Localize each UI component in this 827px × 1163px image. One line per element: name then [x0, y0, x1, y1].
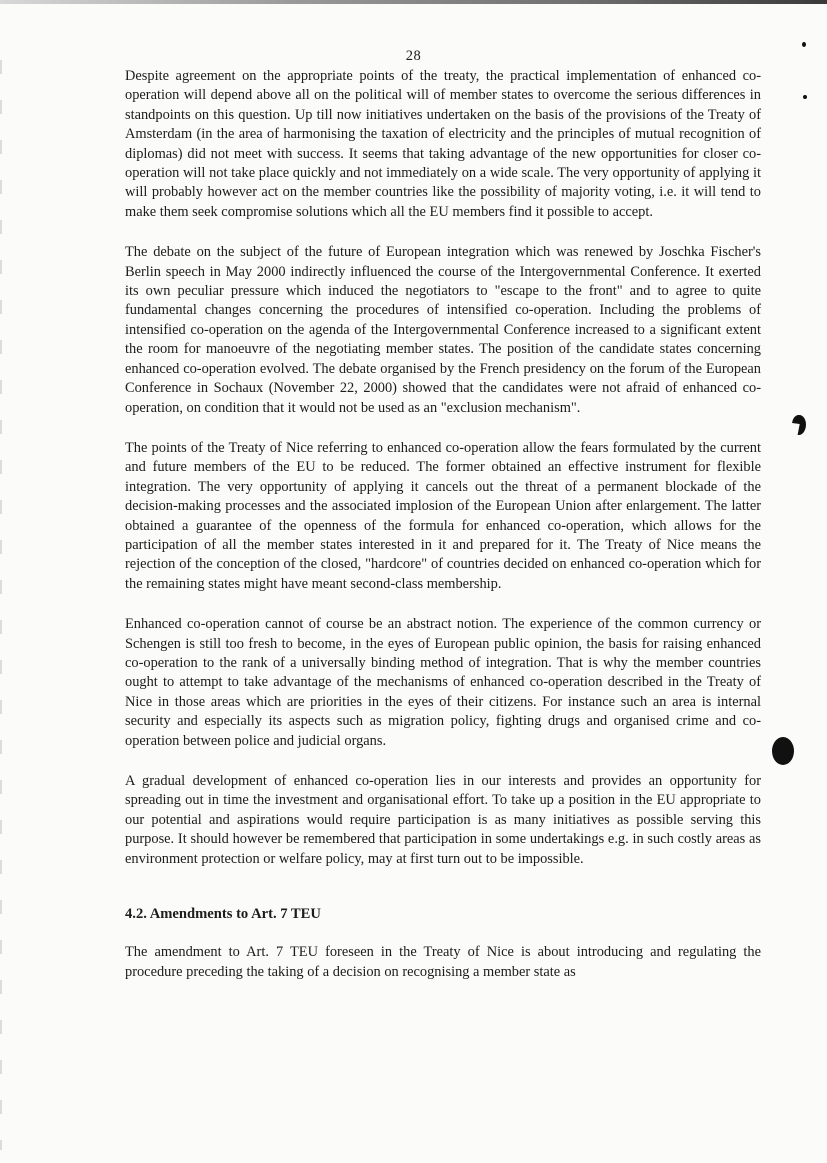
page-number: 28 — [405, 48, 422, 64]
paragraph-future-of-integration-debate: The debate on the subject of the future of European integration which was renewed by Joschka Fischer's Berlin speech in May 2000 indirectly influenced the course of the Intergovernmental Conference. It exerted its own peculiar pressure which induced the negotiators to "escape to the front" and to agree to quite fundamental changes concerning the procedures of intensified co-operation. Including the problems of intensified co-operation on the agenda of the Intergovernmental Conference increased to a significant extent the room for manoeuvre of the negotiating member states. The position of the candidate states concerning enhanced co-operation evolved. The debate organised by the French presidency on the forum of the European Conference in Sochaux (November 22, 2000) showed that the candidates were not afraid of enhanced co-operation, on condition that it would not be used as an "exclusion mechanism". — [125, 244, 761, 416]
paragraph-gradual-development: A gradual development of enhanced co-operation lies in our interests and provides an opportunity for spreading out in time the investment and organisational effort. To take up a position in the EU appropriate to our potential and aspirations would require participation is as many initiatives as possible serving this purpose. It should however be remembered that participation in some undertakings e.g. in such costly areas as environment protection or welfare policy, may at first turn out to be impossible. — [125, 773, 761, 867]
punch-hole-mark — [772, 737, 794, 765]
scan-speck — [803, 95, 807, 99]
scan-speck — [802, 42, 806, 47]
paragraph-art7-amendment: The amendment to Art. 7 TEU foreseen in the Treaty of Nice is about introducing and regulating the procedure preceding the taking of a decision on recognising a member state as — [125, 944, 761, 980]
section-heading: 4.2. Amendments to Art. 7 TEU — [125, 906, 321, 923]
document-body — [125, 67, 761, 1003]
paragraph-enhanced-cooperation-implementation: Despite agreement on the appropriate points of the treaty, the practical implementation of enhanced co-operation will depend above all on the political will of member states to overcome the serious differences in standpoints on this question. Up till now initiatives undertaken on the basis of the provisions of the Treaty of Amsterdam (in the area of harmonising the taxation of electricity and the principles of mutual recognition of diplomas) did not meet with success. It seems that taking advantage of the new opportunities for closer co-operation will not take place quickly and not immediately on a wide scale. The very opportunity of applying it will probably however act on the member countries like the possibility of majority voting, i.e. it will tend to make them seek compromise solutions which all the EU members find it possible to accept. — [125, 68, 761, 220]
scan-top-edge — [0, 0, 827, 4]
paragraph-treaty-of-nice-points: The points of the Treaty of Nice referring to enhanced co-operation allow the fears formulated by the current and future members of the EU to be reduced. The former obtained an effective instrument for flexible integration. The very opportunity of applying it cancels out the threat of a permanent blockade of the decision-making processes and the associated implosion of the European Union after enlargement. The latter obtained a guarantee of the openness of the formula for enhanced co-operation, which allows for the participation of all the member states interested in it and prepared for it. The Treaty of Nice means the rejection of the conception of the closed, "hardcore" of countries decided on enhanced co-operation which for the remaining states might have meant second-class membership. — [125, 439, 761, 592]
scan-left-edge — [0, 60, 2, 1150]
punch-hole-mark — [792, 415, 806, 435]
paragraph-abstract-notion: Enhanced co-operation cannot of course be an abstract notion. The experience of the common currency or Schengen is still too fresh to become, in the eyes of European public opinion, the basis for raising enhanced co-operation to the rank of a universally binding method of integration. That is why the member countries ought to attempt to take advantage of the mechanisms of enhanced co-operation described in the Treaty of Nice in those areas which are priorities in the eyes of their citizens. For instance such an area is internal security and especially its aspects such as migration policy, fighting drugs and organised crime and co-operation between police and judicial organs. — [125, 616, 761, 749]
